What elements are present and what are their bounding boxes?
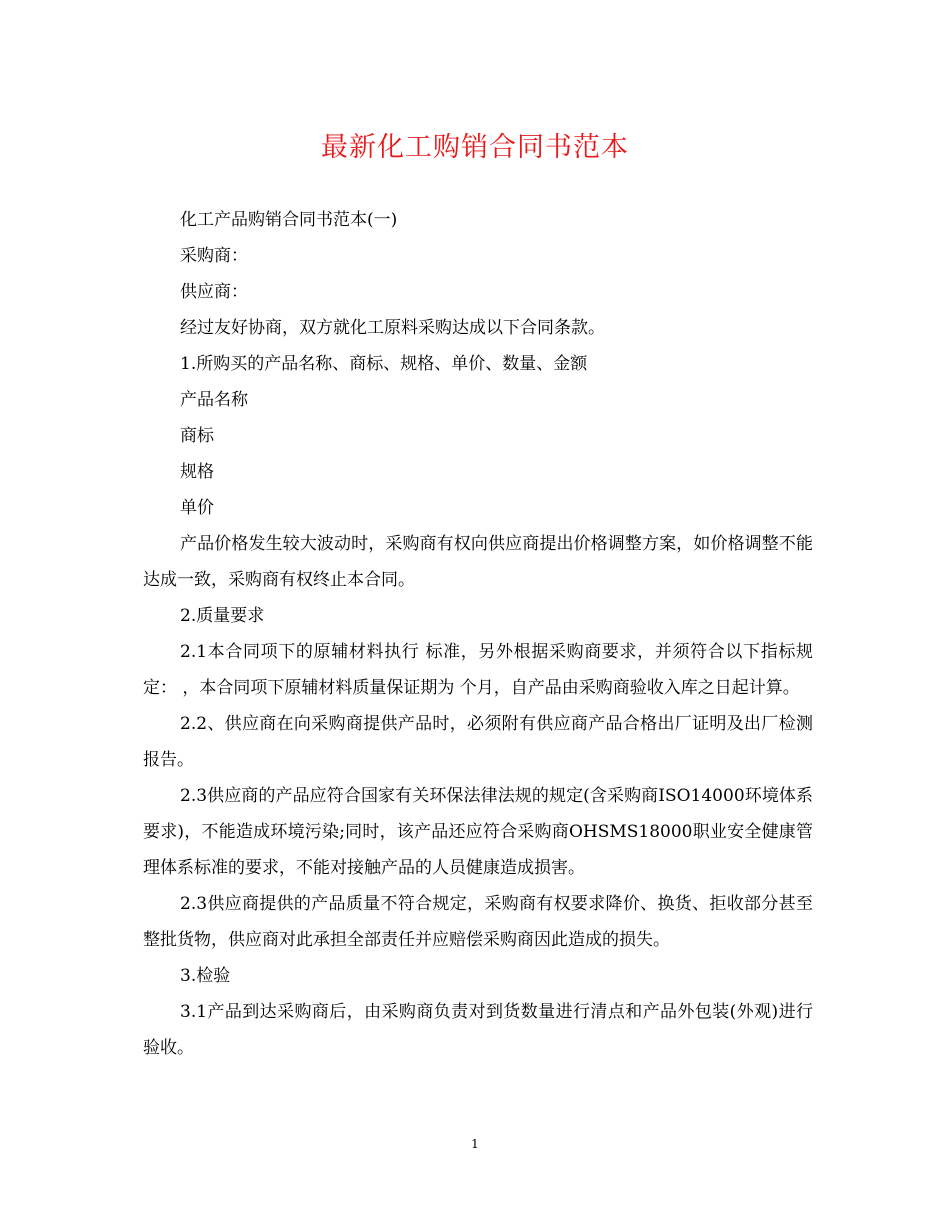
document-body bbox=[143, 202, 813, 1066]
section-heading-quality: 2.质量要求 bbox=[180, 606, 265, 626]
paragraph-clause-2-3-environment: 2.3供应商的产品应符合国家有关环保法律法规的规定(含采购商ISO14000环境体系要求)，不能造成环境污染;同时，该产品还应符合采购商OHSMS18000职业安全健康管理体系标准的要求，不能对接触产品的人员健康造成损害。 bbox=[143, 786, 813, 878]
paragraph-trademark: 商标 bbox=[180, 426, 214, 446]
paragraph-supplier: 供应商： bbox=[180, 282, 248, 302]
paragraph-clause-2-1: 2.1本合同项下的原辅材料执行 标准，另外根据采购商要求，并须符合以下指标规定： ，本合同项下原辅材料质量保证期为 个月，自产品由采购商验收入库之日起计算。 bbox=[143, 642, 813, 698]
paragraph-intro: 经过友好协商，双方就化工原料采购达成以下合同条款。 bbox=[180, 318, 605, 338]
paragraph-contract-subtitle: 化工产品购销合同书范本(一) bbox=[180, 210, 398, 230]
paragraph-clause-2-2: 2.2、供应商在向采购商提供产品时，必须附有供应商产品合格出厂证明及出厂检测报告。 bbox=[143, 714, 813, 770]
section-heading-products: 1.所购买的产品名称、商标、规格、单价、数量、金额 bbox=[180, 354, 588, 374]
paragraph-clause-3-1: 3.1产品到达采购商后，由采购商负责对到货数量进行清点和产品外包装(外观)进行验收。 bbox=[143, 1002, 813, 1058]
paragraph-clause-2-3-nonconformity: 2.3供应商提供的产品质量不符合规定，采购商有权要求降价、换货、拒收部分甚至整批货物，供应商对此承担全部责任并应赔偿采购商因此造成的损失。 bbox=[143, 894, 813, 950]
paragraph-unit-price: 单价 bbox=[180, 498, 214, 518]
page-number: 1 bbox=[471, 1137, 479, 1151]
paragraph-product-name: 产品名称 bbox=[180, 390, 248, 410]
paragraph-specification: 规格 bbox=[180, 462, 214, 482]
paragraph-price-adjustment: 产品价格发生较大波动时，采购商有权向供应商提出价格调整方案，如价格调整不能达成一致，采购商有权终止本合同。 bbox=[143, 534, 813, 590]
document-title: 最新化工购销合同书范本 bbox=[321, 132, 629, 163]
section-heading-inspection: 3.检验 bbox=[180, 966, 231, 986]
paragraph-buyer: 采购商： bbox=[180, 246, 248, 266]
